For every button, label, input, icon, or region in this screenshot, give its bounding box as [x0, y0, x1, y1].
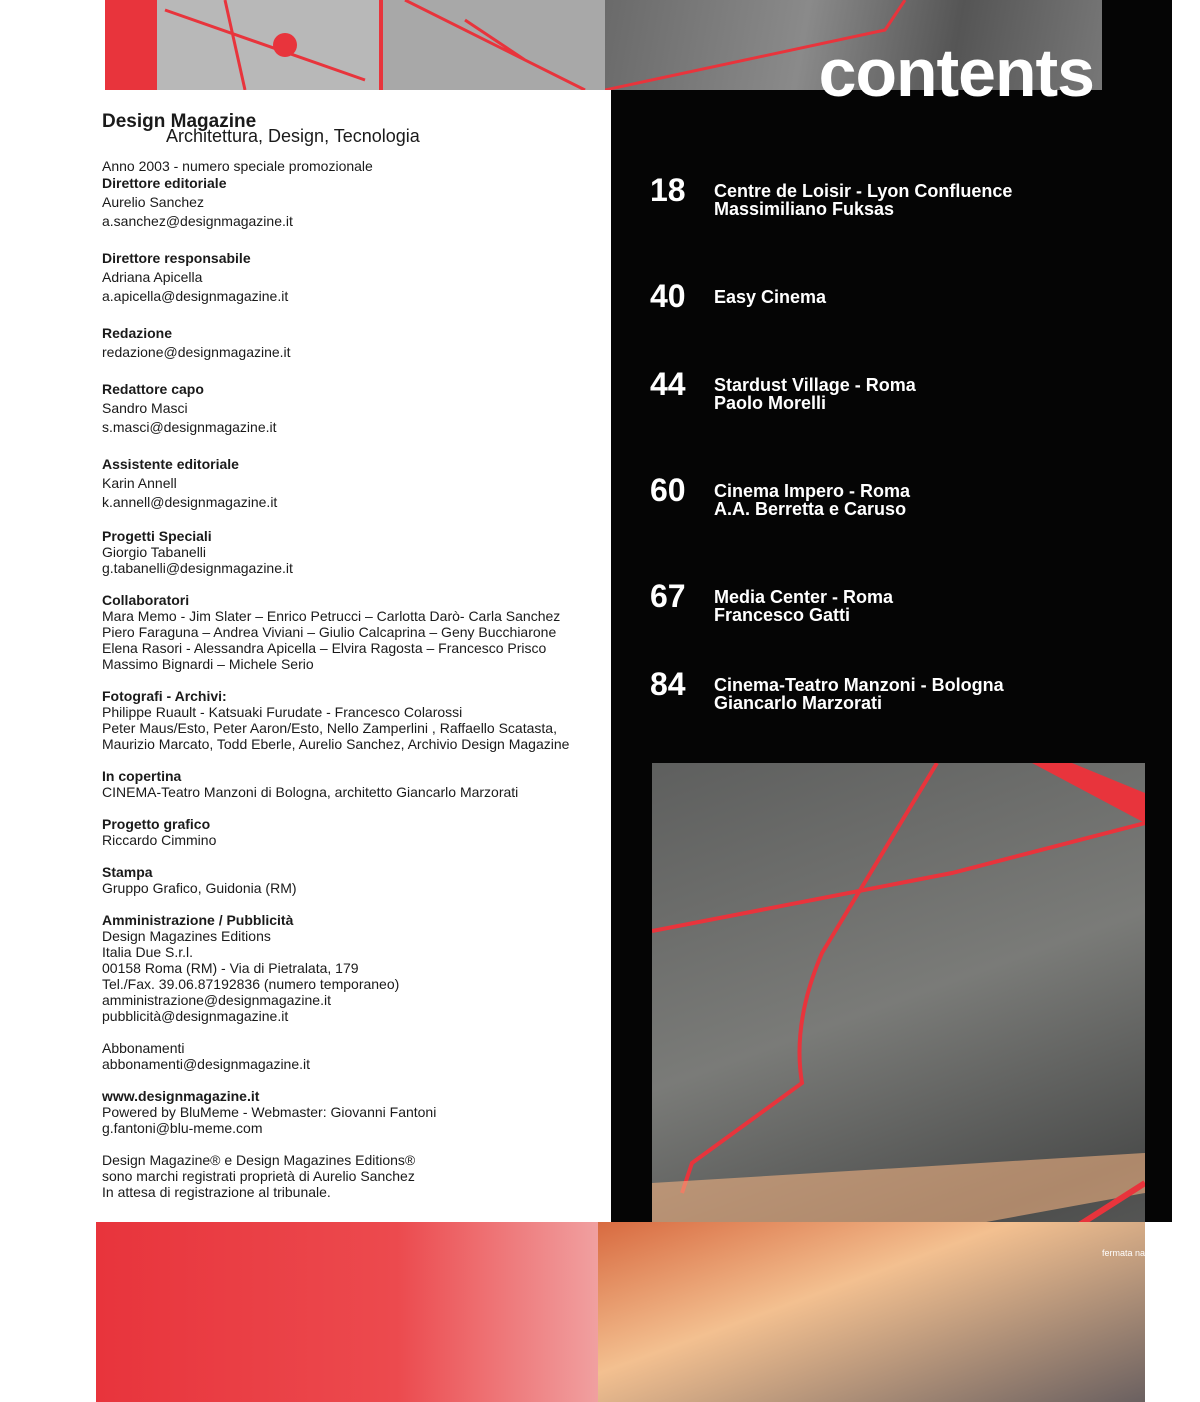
masthead-section: [102, 324, 602, 362]
section-line: Riccardo Cimmino: [102, 832, 217, 848]
toc-author: Francesco Gatti: [714, 605, 851, 625]
toc-title: Cinema-Teatro Manzoni - Bologna: [714, 675, 1004, 695]
section-line: In attesa di registrazione al tribunale.: [102, 1184, 331, 1200]
magazine-name: Design Magazine: [102, 111, 257, 132]
section-line: amministrazione@designmagazine.it: [102, 992, 331, 1008]
section-heading: In copertina: [102, 768, 182, 784]
toc-page-number: 84: [650, 666, 686, 702]
section-line: redazione@designmagazine.it: [102, 344, 291, 360]
map-roads: [105, 0, 605, 90]
section-heading: Redattore capo: [102, 381, 204, 397]
section-heading: Stampa: [102, 864, 153, 880]
section-line: a.apicella@designmagazine.it: [102, 288, 289, 304]
bottom-photo-red: [96, 1222, 598, 1402]
masthead-section: [102, 768, 602, 800]
toc-author: A.A. Berretta e Caruso: [714, 499, 907, 519]
section-heading: Progetto grafico: [102, 816, 211, 832]
toc-author: Giancarlo Marzorati: [714, 693, 883, 713]
toc-page-number: 44: [650, 366, 686, 402]
masthead-section: [102, 249, 602, 306]
masthead-section: [102, 455, 602, 512]
section-line: Mara Memo - Jim Slater – Enrico Petrucci – Carlotta Darò- Carla Sanchez: [102, 608, 561, 624]
section-line: Italia Due S.r.l.: [102, 944, 194, 960]
section-heading: Direttore editoriale: [102, 175, 227, 191]
masthead-section: [102, 528, 602, 576]
section-line: Tel./Fax. 39.06.87192836 (numero temporaneo): [102, 976, 400, 992]
toc-title-block: [714, 376, 916, 412]
masthead-section: [102, 380, 602, 437]
section-line: Elena Rasori - Alessandra Apicella – Elvira Ragosta – Francesco Prisco: [102, 640, 547, 656]
section-line: 00158 Roma (RM) - Via di Pietralata, 179: [102, 960, 359, 976]
masthead-section: [102, 592, 602, 672]
section-line: Powered by BluMeme - Webmaster: Giovanni Fantoni: [102, 1104, 437, 1120]
section-line: g.tabanelli@designmagazine.it: [102, 560, 293, 576]
section-line: Sandro Masci: [102, 400, 188, 416]
toc-author: Paolo Morelli: [714, 393, 827, 413]
section-heading: www.designmagazine.it: [102, 1088, 260, 1104]
toc-title: Centre de Loisir - Lyon Confluence: [714, 181, 1013, 201]
section-heading: Amministrazione / Pubblicità: [102, 912, 294, 928]
section-line: Maurizio Marcato, Todd Eberle, Aurelio Sanchez, Archivio Design Magazine: [102, 736, 570, 752]
section-line: Massimo Bignardi – Michele Serio: [102, 656, 314, 672]
toc-title-block: [714, 676, 1004, 712]
section-line: Gruppo Grafico, Guidonia (RM): [102, 880, 297, 896]
section-line: g.fantoni@blu-meme.com: [102, 1120, 263, 1136]
toc-page-number: 40: [650, 278, 686, 314]
page-title: contents: [818, 35, 1094, 111]
masthead-section: [102, 1088, 602, 1136]
section-heading: Fotografi - Archivi:: [102, 688, 227, 704]
masthead-section: [102, 688, 602, 752]
toc-title-block: [714, 182, 1012, 218]
section-line: a.sanchez@designmagazine.it: [102, 213, 293, 229]
toc-title-block: [714, 482, 910, 518]
toc-title: Media Center - Roma: [714, 587, 894, 607]
section-line: Karin Annell: [102, 475, 177, 491]
bottom-photo: [598, 1222, 1145, 1402]
section-heading: Collaboratori: [102, 592, 190, 608]
masthead-section: [102, 816, 602, 848]
photo-caption: fermata na: [1102, 1248, 1146, 1258]
section-line: Giorgio Tabanelli: [102, 544, 207, 560]
toc-author: Massimiliano Fuksas: [714, 199, 895, 219]
toc-page-number: 60: [650, 472, 686, 508]
section-line: Abbonamenti: [102, 1040, 185, 1056]
section-line: k.annell@designmagazine.it: [102, 494, 278, 510]
section-line: Aurelio Sanchez: [102, 194, 204, 210]
section-heading: Direttore responsabile: [102, 250, 251, 266]
toc-title: Cinema Impero - Roma: [714, 481, 911, 501]
section-line: Adriana Apicella: [102, 269, 203, 285]
section-line: sono marchi registrati proprietà di Aurelio Sanchez: [102, 1168, 415, 1184]
masthead-section: [102, 1040, 602, 1072]
toc-page-number: 18: [650, 172, 686, 208]
section-line: abbonamenti@designmagazine.it: [102, 1056, 311, 1072]
section-heading: Assistente editoriale: [102, 456, 239, 472]
section-heading: Progetti Speciali: [102, 528, 212, 544]
header-map-image: [105, 0, 605, 90]
section-line: Peter Maus/Esto, Peter Aaron/Esto, Nello Zamperlini , Raffaello Scatasta,: [102, 720, 557, 736]
toc-title: Easy Cinema: [714, 287, 827, 307]
toc-page-number: 67: [650, 578, 686, 614]
section-line: Philippe Ruault - Katsuaki Furudate - Francesco Colarossi: [102, 704, 463, 720]
section-heading: Redazione: [102, 325, 173, 341]
toc-title-block: [714, 588, 893, 624]
section-line: Piero Faraguna – Andrea Viviani – Giulio Calcaprina – Geny Bucchiarone: [102, 624, 557, 640]
section-line: pubblicità@designmagazine.it: [102, 1008, 289, 1024]
section-line: Design Magazine® e Design Magazines Editions®: [102, 1152, 416, 1168]
issue-info: Anno 2003 - numero speciale promozionale: [102, 158, 373, 174]
masthead: [102, 111, 602, 1200]
masthead-section: [102, 174, 602, 231]
masthead-section: [102, 912, 602, 1024]
section-line: Design Magazines Editions: [102, 928, 271, 944]
toc-title: Stardust Village - Roma: [714, 375, 916, 395]
magazine-tagline: Architettura, Design, Tecnologia: [166, 126, 420, 146]
masthead-section: [102, 1152, 602, 1200]
masthead-section: [102, 864, 602, 896]
section-line: CINEMA-Teatro Manzoni di Bologna, architetto Giancarlo Marzorati: [102, 784, 519, 800]
section-line: s.masci@designmagazine.it: [102, 419, 277, 435]
toc-title-block: [714, 288, 826, 306]
